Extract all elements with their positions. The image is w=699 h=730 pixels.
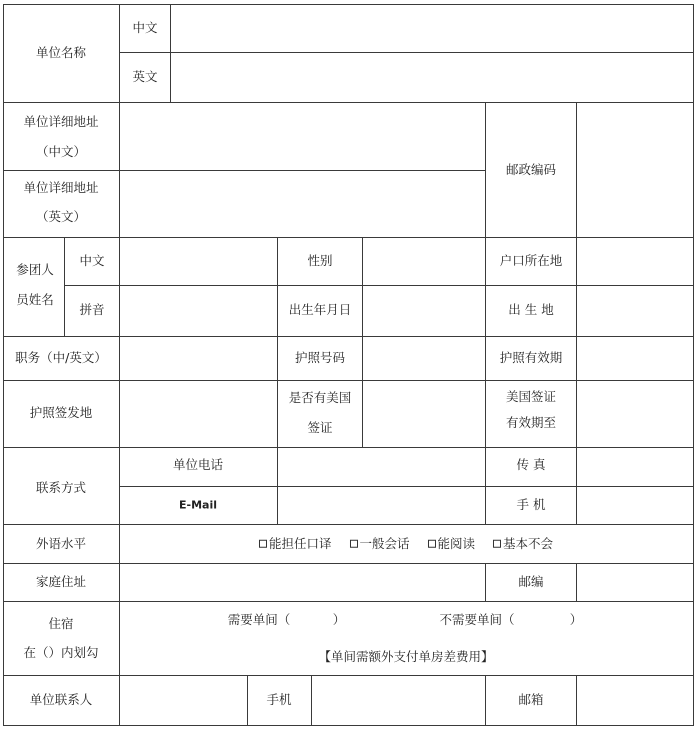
member-pinyin-field[interactable]	[120, 286, 276, 335]
checkbox-icon[interactable]	[493, 539, 501, 547]
address-en-label-line2: （英文）	[35, 208, 87, 224]
unit-name-cn-label: 中文	[132, 19, 158, 35]
passport-no-field[interactable]	[363, 337, 484, 379]
unit-contact-email-label: 邮箱	[518, 691, 544, 707]
home-address-label: 家庭住址	[35, 573, 87, 589]
member-cn-field[interactable]	[120, 238, 276, 284]
birth-date-field[interactable]	[363, 286, 484, 335]
gender-field[interactable]	[363, 238, 484, 284]
border-line	[693, 4, 694, 726]
gender-label: 性别	[307, 252, 333, 268]
border-line	[485, 675, 486, 726]
language-option-label: 能阅读	[437, 535, 476, 551]
position-field[interactable]	[120, 337, 276, 379]
email-field[interactable]	[278, 487, 484, 523]
border-line	[3, 4, 4, 726]
address-en-label-line1: 单位详细地址	[23, 179, 99, 195]
postcode-label: 邮政编码	[505, 161, 557, 177]
single-room-note: 【单间需额外支付单房差费用】	[318, 648, 494, 664]
unit-contact-mobile-field[interactable]	[312, 676, 484, 724]
border-line	[485, 102, 486, 336]
unit-name-label: 单位名称	[35, 44, 87, 60]
border-line	[247, 675, 248, 726]
email-label: E-Mail	[179, 498, 217, 512]
position-label: 职务（中/英文）	[15, 349, 107, 365]
unit-contact-email-field[interactable]	[577, 676, 692, 724]
lodging-label-line1: 住宿	[48, 615, 74, 631]
home-address-field[interactable]	[120, 564, 484, 600]
address-cn-field[interactable]	[120, 103, 484, 169]
address-en-field[interactable]	[120, 171, 484, 236]
language-option[interactable]	[427, 535, 476, 551]
member-pinyin-label: 拼音	[79, 301, 105, 317]
zip-label: 邮编	[518, 573, 544, 589]
no-single-room-close: ）	[569, 611, 583, 627]
contact-label: 联系方式	[35, 479, 87, 495]
hukou-label: 户口所在地	[499, 252, 563, 268]
checkbox-icon[interactable]	[349, 539, 357, 547]
unit-contact-field[interactable]	[120, 676, 246, 724]
border-line	[3, 524, 693, 525]
language-option-label: 一般会话	[359, 535, 410, 551]
single-room-option[interactable]: 需要单间（	[227, 611, 291, 627]
no-single-room-option[interactable]: 不需要单间（	[439, 611, 515, 627]
us-visa-valid-label-line2: 有效期至	[505, 414, 557, 430]
postcode-field[interactable]	[577, 103, 692, 236]
birth-date-label: 出生年月日	[288, 301, 352, 317]
passport-issue-field[interactable]	[120, 381, 276, 446]
unit-contact-mobile-label: 手机	[266, 691, 292, 707]
lodging-label-line2: 在（）内划勾	[23, 644, 99, 660]
passport-no-label: 护照号码	[294, 349, 346, 365]
birth-place-field[interactable]	[577, 286, 692, 335]
language-options	[252, 535, 560, 551]
hukou-field[interactable]	[577, 238, 692, 284]
us-visa-valid-field[interactable]	[577, 381, 692, 446]
us-visa-valid-label-line1: 美国签证	[505, 388, 557, 404]
zip-field[interactable]	[577, 564, 692, 600]
unit-phone-field[interactable]	[278, 448, 484, 485]
border-line	[119, 4, 120, 102]
unit-name-cn-field[interactable]	[171, 5, 692, 51]
border-line	[3, 725, 693, 726]
member-cn-label: 中文	[79, 252, 105, 268]
language-option-label: 能担任口译	[268, 535, 332, 551]
unit-contact-label: 单位联系人	[29, 691, 93, 707]
border-line	[64, 237, 65, 336]
address-cn-label-line2: （中文）	[35, 143, 87, 159]
unit-phone-label: 单位电话	[172, 456, 224, 472]
border-line	[3, 601, 693, 602]
passport-issue-label: 护照签发地	[29, 404, 93, 420]
fax-label: 传 真	[516, 456, 546, 472]
us-visa-label-line2: 签证	[307, 419, 333, 435]
mobile-field[interactable]	[577, 487, 692, 523]
member-name-label-line2: 员姓名	[16, 291, 54, 307]
language-option[interactable]	[493, 535, 554, 551]
passport-valid-field[interactable]	[577, 337, 692, 379]
checkbox-icon[interactable]	[427, 539, 435, 547]
mobile-label: 手 机	[516, 496, 546, 512]
us-visa-field[interactable]	[363, 381, 484, 446]
passport-valid-label: 护照有效期	[499, 349, 563, 365]
fax-field[interactable]	[577, 448, 692, 485]
border-line	[485, 563, 486, 601]
language-option[interactable]	[259, 535, 332, 551]
unit-name-en-field[interactable]	[171, 53, 692, 101]
checkbox-icon[interactable]	[259, 539, 267, 547]
member-name-label-line1: 参团人	[16, 261, 54, 277]
border-line	[485, 336, 486, 525]
single-room-close: ）	[332, 611, 346, 627]
unit-name-en-label: 英文	[132, 68, 158, 84]
birth-place-label: 出 生 地	[508, 301, 554, 317]
address-cn-label-line1: 单位详细地址	[23, 113, 99, 129]
language-option-label: 基本不会	[502, 535, 554, 551]
us-visa-label-line1: 是否有美国	[288, 389, 352, 405]
language-option[interactable]	[349, 535, 410, 551]
language-label: 外语水平	[35, 535, 87, 551]
